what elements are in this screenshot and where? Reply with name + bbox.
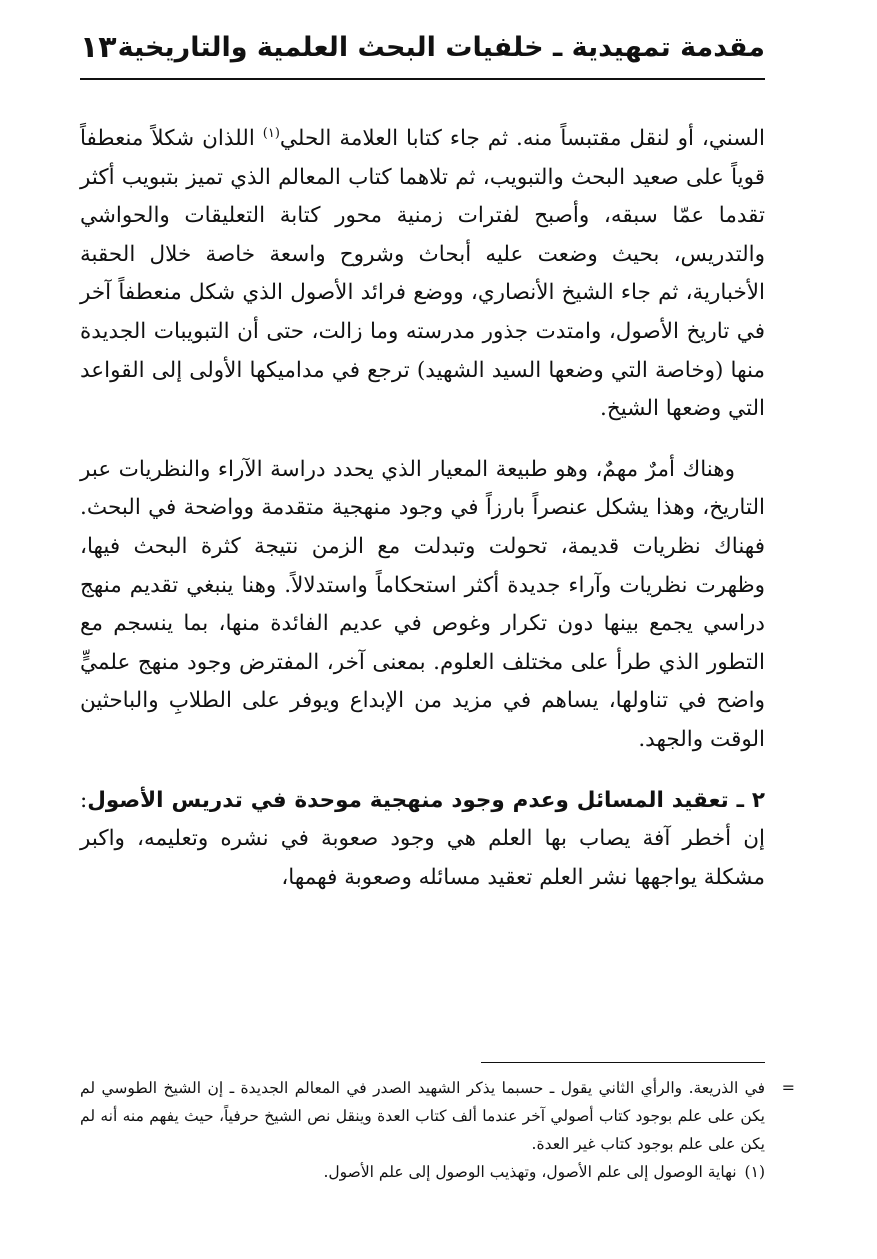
running-header: [80, 28, 765, 80]
footnote-1-number: (١): [744, 1163, 765, 1181]
section-heading: ٢ ـ تعقيد المسائل وعدم وجود منهجية موحدة في تدريس الأصول: [87, 787, 765, 813]
footnote-continuation-mark: =: [781, 1078, 795, 1097]
footnote-1-text: نهاية الوصول إلى علم الأصول، وتهذيب الوصول إلى علم الأصول.: [323, 1163, 737, 1181]
paragraph-1-rest: اللذان شكلاً منعطفاً قوياً على صعيد البحث والتبويب، ثم تلاهما كتاب المعالم الذي تميز بتبويب أكثر تقدما عمّا سبقه، وأصبح لفترات زمنية محور كتابة التعليقات والحواشي والتدريس، بحيث وضعت عليه أبحاث وشروح واسعة خاصة خلال الحقبة الأخبارية، ثم جاء الشيخ الأنصاري، ووضع فرائد الأصول الذي شكل منعطفاً آخر في تاريخ الأصول، وامتدت جذور مدرسته وما زالت، حتى أن التبويبات الجديدة منها (وخاصة التي وضعها السيد الشهيد) ترجع في مداميكها الأولى إلى القواعد التي وضعها الشيخ.: [80, 126, 765, 422]
section-2: [80, 782, 765, 898]
footnote-continuation: في الذريعة. والرأي الثاني يقول ـ حسبما يذكر الشهيد الصدر في المعالم الجديدة ـ إن الشيخ الطوسي لم يكن على علم بوجود كتاب أصولي آخر عندما ألف كتاب العدة وينقل نص الشيخ حرفياً، حيث يفهم منه أنه لم يكن على علم بوجود كتاب غير العدة.: [80, 1079, 765, 1153]
footnotes: [80, 1074, 795, 1186]
footnote-ref-1: (١): [262, 125, 280, 141]
body-text: [80, 120, 765, 897]
header-title: مقدمة تمهيدية ـ خلفيات البحث العلمية والتاريخية: [117, 32, 765, 63]
footnote-separator: [481, 1062, 765, 1063]
paragraph-2: وهناك أمرٌ مهمٌ، وهو طبيعة المعيار الذي يحدد دراسة الآراء والنظريات عبر التاريخ، وهذا يشكل عنصراً بارزاً في وجود منهجية متقدمة وواضحة في البحث. فهناك نظريات قديمة، تحولت وتبدلت مع الزمن نتيجة كثرة البحث فيها، وظهرت نظريات وآراء جديدة أكثر استحكاماً واستدلالاً. وهنا ينبغي تقديم منهج دراسي يجمع بينها دون تكرار وغوص في عديم الفائدة منها، بما ينسجم مع التطور الذي طرأ على مختلف العلوم. بمعنى آخر، المفترض وجود منهج علميٍّ واضح في تناولها، يساهم في مزيد من الإبداع ويوفر على الطلابِ والباحثين الوقت والجهد.: [80, 456, 765, 752]
page-number: ١٣: [80, 30, 117, 65]
paragraph-1: [80, 120, 765, 429]
footnote-1: [80, 1158, 765, 1186]
paragraph-1-start: السني، أو لنقل مقتبساً منه. ثم جاء كتابا العلامة الحلي: [279, 126, 765, 151]
section-text: : إن أخطر آفة يصاب بها العلم هي وجود صعوبة في نشره وتعليمه، واكبر مشكلة يواجهها نشر العلم تعقيد مسائله وصعوبة فهمها،: [80, 787, 765, 890]
